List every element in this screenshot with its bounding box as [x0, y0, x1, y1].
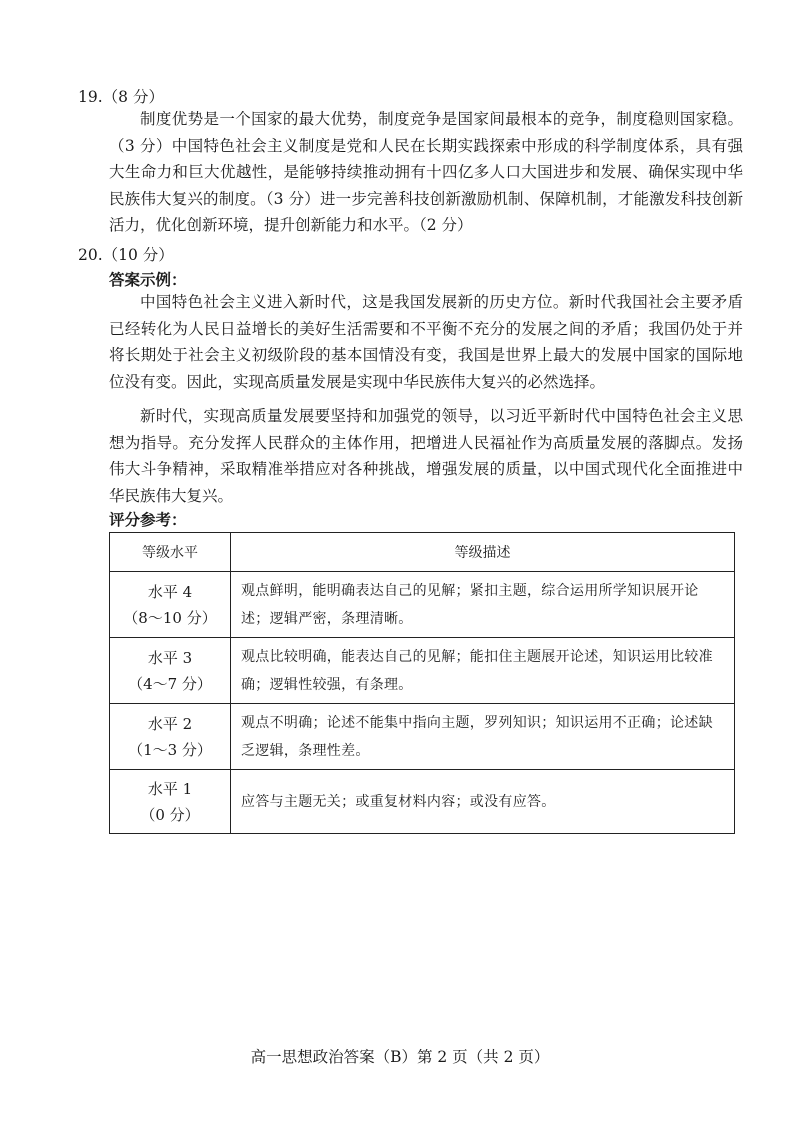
level-description: 观点不明确；论述不能集中指向主题，罗列知识；知识运用不正确；论述缺乏逻辑，条理性差。	[231, 704, 735, 770]
question-20-paragraph-1: 中国特色社会主义进入新时代，这是我国发展新的历史方位。新时代我国社会主要矛盾已经转化为人民日益增长的美好生活需要和不平衡不充分的发展之间的矛盾；我国仍处于并将长期处于社会主义初级阶段的基本国情没有变，我国是世界上最大的发展中国家的国际地位没有变。因此，实现高质量发展是实现中华民族伟大复兴的必然选择。	[109, 293, 743, 391]
level-cell	[110, 770, 231, 834]
level-points: （0 分）	[140, 805, 200, 824]
level-points: （4～7 分）	[128, 674, 212, 693]
level-cell	[110, 572, 231, 638]
table-row	[110, 638, 735, 704]
table-row	[110, 572, 735, 638]
level-name: 水平 3	[147, 648, 193, 667]
level-cell	[110, 638, 231, 704]
grading-table-header	[110, 533, 735, 572]
header-description: 等级描述	[231, 533, 735, 572]
answer-example-label: 答案示例：	[109, 270, 187, 289]
level-cell	[110, 704, 231, 770]
level-name: 水平 4	[147, 582, 193, 601]
table-row	[110, 704, 735, 770]
level-description: 应答与主题无关；或重复材料内容；或没有应答。	[231, 770, 735, 834]
header-level: 等级水平	[110, 533, 231, 572]
question-19-answer: 制度优势是一个国家的最大优势，制度竞争是国家间最根本的竞争，制度稳则国家稳。（3 分）中国特色社会主义制度是党和人民在长期实践探索中形成的科学制度体系，具有强大生命力和巨大优越性，是能够持续推动拥有十四亿多人口大国进步和发展、确保实现中华民族伟大复兴的制度。（3 分）进一步完善科技创新激励机制、保障机制，才能激发科技创新活力，优化创新环境，提升创新能力和水平。（2 分）	[109, 110, 743, 234]
level-name: 水平 1	[147, 779, 193, 798]
grading-table	[109, 532, 735, 834]
scoring-reference-label: 评分参考：	[109, 510, 187, 529]
level-name: 水平 2	[147, 714, 193, 733]
question-20-paragraph-2: 新时代，实现高质量发展要坚持和加强党的领导，以习近平新时代中国特色社会主义思想为指导。充分发挥人民群众的主体作用，把增进人民福祉作为高质量发展的落脚点。发扬伟大斗争精神，采取精准举措应对各种挑战，增强发展的质量，以中国式现代化全面推进中华民族伟大复兴。	[109, 407, 743, 505]
level-description: 观点鲜明，能明确表达自己的见解；紧扣主题，综合运用所学知识展开论述；逻辑严密，条理清晰。	[231, 572, 735, 638]
level-points: （8～10 分）	[123, 608, 217, 627]
level-description: 观点比较明确，能表达自己的见解；能扣住主题展开论述，知识运用比较准确；逻辑性较强，有条理。	[231, 638, 735, 704]
question-19-number: 19.（8 分）	[78, 88, 164, 106]
table-row	[110, 770, 735, 834]
level-points: （1～3 分）	[128, 740, 212, 759]
page-footer: 高一思想政治答案（B）第 2 页（共 2 页）	[250, 1048, 550, 1066]
question-20-number: 20.（10 分）	[78, 246, 174, 264]
